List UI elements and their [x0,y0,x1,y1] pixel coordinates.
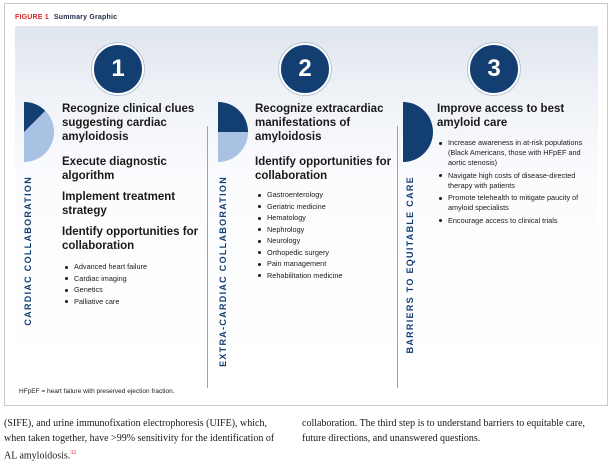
progress-pie-3-icon [403,102,441,162]
panel-2-heading-1: Recognize extracardiac manifestations of amyloidosis [255,103,384,143]
list-item: Palliative care [65,296,200,308]
list-item: Encourage access to clinical trials [439,216,594,226]
list-item: Promote telehealth to mitigate paucity of amyloid specialists [439,193,594,213]
panel-divider-1 [207,126,208,388]
list-item: Neurology [258,235,393,247]
panel-1-heading-2: Execute diagnostic algorithm [62,156,167,182]
panel-1-heading-4: Identify opportunities for collaboration [62,226,199,252]
side-label-cardiac: CARDIAC COLLABORATION [23,176,33,326]
body-column-right [302,416,602,446]
step-3-badge: 3 [468,43,520,95]
progress-pie-1-icon [24,102,62,162]
list-item: Orthopedic surgery [258,247,393,259]
list-item: Advanced heart failure [65,261,200,273]
list-item: Rehabilitation medicine [258,270,393,282]
figure-title: Summary Graphic [53,14,118,21]
figure-footnote: HFpEF = heart failure with preserved ejection fraction. [19,388,175,395]
panel-1-heading-3: Implement treatment strategy [62,191,176,217]
panel-3-actions [439,138,594,228]
list-item: Cardiac imaging [65,273,200,285]
list-item: Pain management [258,258,393,270]
figure-frame [4,3,608,406]
list-item: Nephrology [258,224,393,236]
body-column-left [4,416,284,463]
list-item: Increase awareness in at-risk populations (Black Americans, those with HFpEF and aortic stenosis) [439,138,594,168]
step-1-badge: 1 [92,43,144,95]
body-right-text: collaboration. The third step is to understand barriers to equitable care, future directions, and unanswered questions. [302,418,586,444]
body-left-text: (SIFE), and urine immunofixation electrophoresis (UIFE), which, when taken together, have >99% sensitivity for the identification of AL amyloidosis. [4,418,275,462]
summary-graphic [15,26,598,369]
list-item: Geriatric medicine [258,201,393,213]
panel-3-heading-1: Improve access to best amyloid care [437,103,565,129]
panel-1-heading-1: Recognize clinical clues suggesting cardiac amyloidosis [62,103,195,143]
citation-superscript[interactable]: 32 [70,450,77,456]
panel-1-collaborators [65,261,200,307]
panel-divider-2 [397,126,398,388]
list-item: Genetics [65,284,200,296]
side-label-extra-cardiac: EXTRA-CARDIAC COLLABORATION [218,176,228,367]
progress-pie-2-icon [218,102,256,162]
list-item: Navigate high costs of disease-directed therapy with patients [439,171,594,191]
list-item: Hematology [258,212,393,224]
panel-2-collaborators [258,189,393,281]
side-label-barriers: BARRIERS TO EQUITABLE CARE [405,176,415,354]
figure-caption-header [15,14,117,21]
step-2-badge: 2 [279,43,331,95]
list-item: Gastroenterology [258,189,393,201]
panel-2-heading-2: Identify opportunities for collaboration [255,156,392,182]
figure-number: FIGURE 1 [15,14,49,21]
